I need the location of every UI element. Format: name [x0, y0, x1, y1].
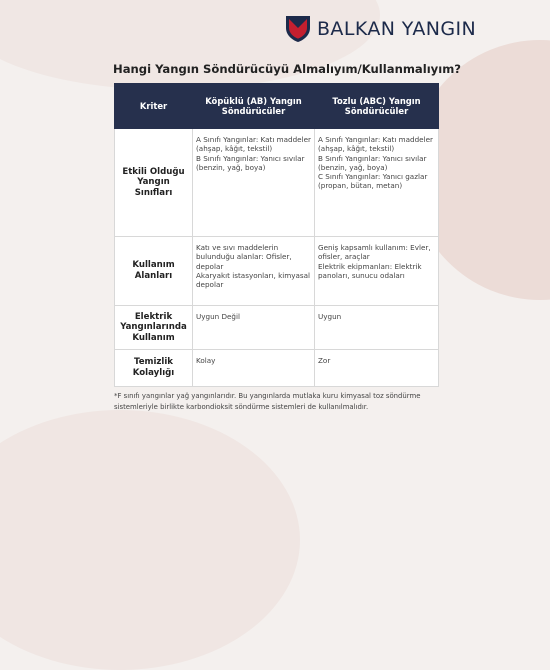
- criterion-cell: Etkili Olduğu Yangın Sınıfları: [115, 129, 193, 237]
- column-header: Tozlu (ABC) Yangın Söndürücüler: [315, 84, 439, 129]
- background-shape: [0, 410, 300, 670]
- column-header: Köpüklü (AB) Yangın Söndürücüler: [193, 84, 315, 129]
- foam-cell: Katı ve sıvı maddelerin bulunduğu alanlar: Ofisler, depolar Akaryakıt istasyonları, kimyasal depolar: [193, 237, 315, 306]
- powder-cell: Uygun: [315, 306, 439, 350]
- foam-cell: Kolay: [193, 350, 315, 387]
- table-header-row: [115, 84, 439, 129]
- powder-cell: Geniş kapsamlı kullanım: Evler, ofisler, araçlar Elektrik ekipmanları: Elektrik panoları, sunucu odaları: [315, 237, 439, 306]
- brand-logo: [285, 14, 476, 44]
- table-row: [115, 350, 439, 387]
- table-row: [115, 306, 439, 350]
- table-row: [115, 129, 439, 237]
- table-row: [115, 237, 439, 306]
- powder-cell: Zor: [315, 350, 439, 387]
- criterion-cell: Kullanım Alanları: [115, 237, 193, 306]
- foam-cell: A Sınıfı Yangınlar: Katı maddeler (ahşap, kâğıt, tekstil) B Sınıfı Yangınlar: Yanıcı sıvılar (benzin, yağ, boya): [193, 129, 315, 237]
- foam-cell: Uygun Değil: [193, 306, 315, 350]
- column-header: Kriter: [115, 84, 193, 129]
- criterion-cell: Elektrik Yangınlarında Kullanım: [115, 306, 193, 350]
- comparison-table: [114, 83, 439, 387]
- footnote: *F sınıfı yangınlar yağ yangınlarıdır. Bu yangınlarda mutlaka kuru kimyasal toz söndürme sistemleriyle birlikte karbondioksit söndürme sistemleri de kullanılmalıdır.: [114, 392, 421, 412]
- page-title: Hangi Yangın Söndürücüyü Almalıyım/Kullanmalıyım?: [113, 62, 462, 76]
- powder-cell: A Sınıfı Yangınlar: Katı maddeler (ahşap, kâğıt, tekstil) B Sınıfı Yangınlar: Yanıcı sıvılar (benzin, yağ, boya) C Sınıfı Yangınlar: Yanıcı gazlar (propan, bütan, metan): [315, 129, 439, 237]
- shield-icon: [285, 15, 311, 43]
- brand-name: BALKAN YANGIN: [317, 18, 477, 40]
- criterion-cell: Temizlik Kolaylığı: [115, 350, 193, 387]
